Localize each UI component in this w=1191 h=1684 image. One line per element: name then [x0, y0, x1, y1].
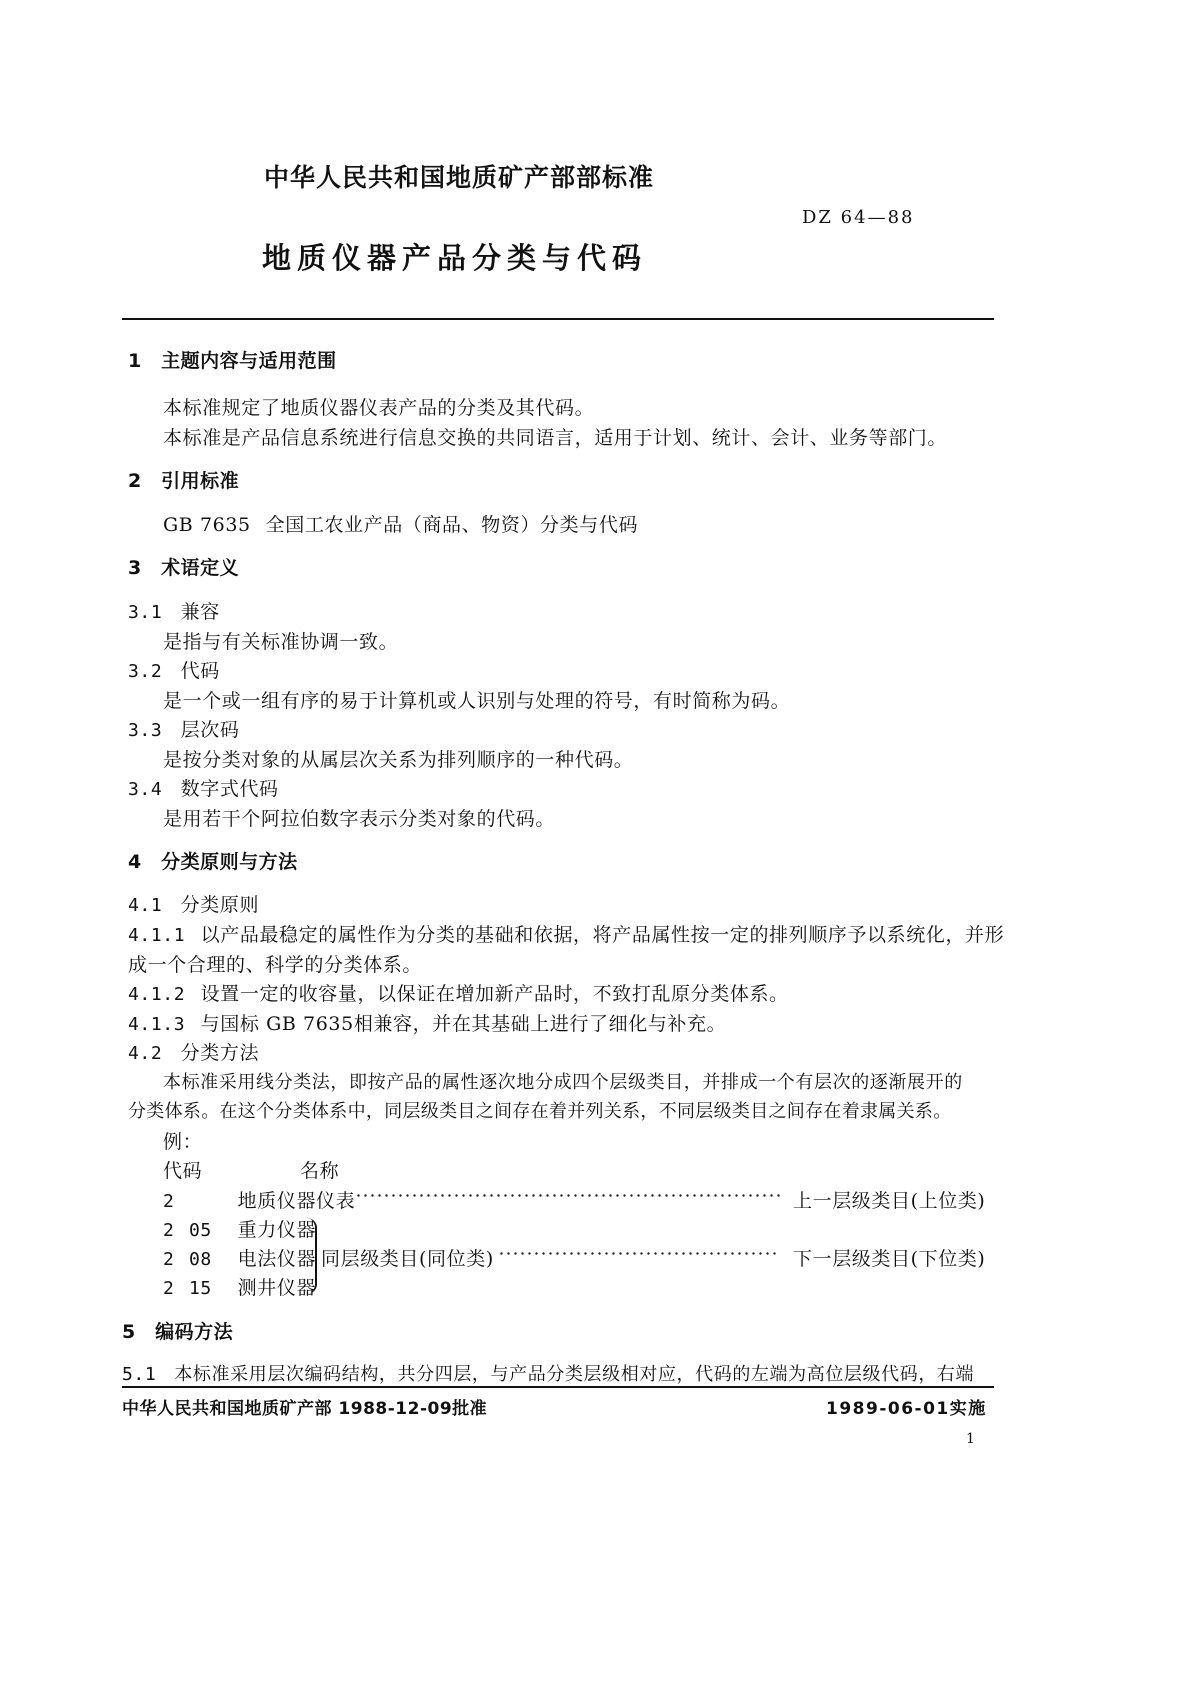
clause-4-2 [128, 1038, 259, 1065]
clause-4-1-1 [128, 920, 1004, 947]
term-3-3-label: 层次码 [180, 719, 240, 741]
clause-4-1-title: 分类原则 [180, 894, 260, 916]
clause-4-1-3 [128, 1009, 726, 1036]
section-3-heading [128, 553, 239, 580]
section-4-number: 4 [128, 851, 142, 873]
row-3-code-1: 2 [163, 1249, 175, 1270]
clause-5-1 [122, 1360, 974, 1386]
clause-5-1-text: 本标准采用层次编码结构，共分四层，与产品分类层级相对应，代码的左端为高位层级代码，右端 [174, 1364, 975, 1385]
term-3-2-number: 3.2 [128, 661, 163, 682]
clause-4-2-line-2: 分类体系。在这个分类体系中，同层级类目之间存在着并列关系，不同层级类目之间存在着隶属关系。 [128, 1101, 952, 1122]
document-title: 地质仪器产品分类与代码 [262, 241, 648, 275]
row-2-code-1: 2 [163, 1220, 175, 1241]
row-1-note: 上一层级类目(上位类) [793, 1190, 986, 1212]
section-5-number: 5 [122, 1321, 136, 1343]
term-3-2 [128, 656, 220, 683]
section-1-number: 1 [128, 350, 142, 372]
row-3-name: 电法仪器 [237, 1248, 317, 1270]
term-3-3-definition: 是按分类对象的从属层次关系为排列顺序的一种代码。 [163, 749, 634, 771]
section-2-title: 引用标准 [161, 470, 240, 492]
approval-line: 中华人民共和国地质矿产部 1988-12-09批准 [122, 1399, 488, 1419]
row-3-code-2: 08 [189, 1249, 212, 1270]
row-1-name: 地质仪器仪表 [237, 1190, 356, 1212]
footer-divider [122, 1386, 994, 1388]
reference-code: GB 7635 [163, 514, 251, 536]
clause-4-1-3-number: 4.1.3 [128, 1014, 186, 1035]
clause-4-1-2-number: 4.1.2 [128, 984, 186, 1005]
section-2-number: 2 [128, 470, 142, 492]
example-row [163, 1273, 316, 1300]
section-1-paragraph-1: 本标准规定了地质仪器仪表产品的分类及其代码。 [163, 397, 595, 419]
header-divider [122, 318, 994, 320]
clause-4-1-1-number: 4.1.1 [128, 925, 186, 946]
term-3-4-label: 数字式代码 [180, 778, 279, 800]
term-3-3 [128, 715, 239, 742]
right-brace [306, 1218, 317, 1294]
clause-4-2-title: 分类方法 [180, 1042, 260, 1064]
term-3-2-label: 代码 [180, 660, 220, 682]
term-3-4-definition: 是用若干个阿拉伯数字表示分类对象的代码。 [163, 808, 556, 830]
clause-4-1-1-text: 以产品最稳定的属性作为分类的基础和依据，将产品属性按一定的排列顺序予以系统化，并形 [200, 924, 1005, 946]
section-4-title: 分类原则与方法 [161, 851, 298, 873]
clause-4-1-number: 4.1 [128, 895, 163, 916]
term-3-1-number: 3.1 [128, 602, 163, 623]
lower-class-note: 下一层级类目(下位类) [793, 1248, 986, 1270]
section-1-heading [128, 346, 337, 373]
clause-4-1-2-text: 设置一定的收容量，以保证在增加新产品时，不致打乱原分类体系。 [200, 983, 789, 1005]
clause-5-1-number: 5.1 [122, 1364, 157, 1385]
section-3-title: 术语定义 [161, 557, 240, 579]
clause-4-1 [128, 890, 259, 917]
term-3-1-definition: 是指与有关标准协调一致。 [163, 631, 399, 653]
section-1-paragraph-2: 本标准是产品信息系统进行信息交换的共同语言，适用于计划、统计、会计、业务等部门。 [163, 427, 948, 449]
term-3-4 [128, 774, 279, 801]
column-header-name: 名称 [300, 1160, 340, 1182]
effective-date: 1989-06-01实施 [826, 1399, 987, 1419]
standard-code: DZ 64—88 [802, 207, 915, 228]
term-3-1-label: 兼容 [180, 601, 220, 623]
reference-standard [163, 510, 638, 537]
page-number: 1 [966, 1431, 975, 1447]
row-4-code-1: 2 [163, 1278, 175, 1299]
example-label: 例： [163, 1131, 203, 1153]
row-1-code-1: 2 [163, 1191, 175, 1212]
section-2-heading [128, 466, 239, 493]
section-5-heading [122, 1317, 233, 1344]
example-row [163, 1244, 316, 1271]
term-3-3-number: 3.3 [128, 720, 163, 741]
column-header-code: 代码 [163, 1160, 203, 1182]
row-2-name: 重力仪器 [237, 1219, 317, 1241]
term-3-2-definition: 是一个或一组有序的易于计算机或人识别与处理的符号，有时简称为码。 [163, 690, 791, 712]
term-3-4-number: 3.4 [128, 779, 163, 800]
clause-4-1-1-continuation: 成一个合理的、科学的分类体系。 [128, 954, 423, 976]
term-3-1 [128, 597, 220, 624]
section-4-heading [128, 847, 298, 874]
row-2-code-2: 05 [189, 1220, 212, 1241]
section-5-title: 编码方法 [155, 1321, 234, 1343]
clause-4-1-3-text: 与国标 GB 7635相兼容，并在其基础上进行了细化与补充。 [200, 1013, 727, 1035]
sibling-leader-dots [498, 1252, 780, 1255]
row-4-name: 测井仪器 [237, 1277, 317, 1299]
sibling-class-label: 同层级类目(同位类) [321, 1248, 494, 1270]
clause-4-2-number: 4.2 [128, 1043, 163, 1064]
org-title: 中华人民共和国地质矿产部部标准 [264, 163, 655, 192]
row-4-code-2: 15 [189, 1278, 212, 1299]
clause-4-2-line-1: 本标准采用线分类法，即按产品的属性逐次地分成四个层级类目，并排成一个有层次的逐渐展开的 [163, 1072, 963, 1093]
section-1-title: 主题内容与适用范围 [161, 350, 337, 372]
clause-4-1-2 [128, 979, 789, 1006]
reference-title: 全国工农业产品（商品、物资）分类与代码 [265, 514, 639, 536]
example-row [163, 1215, 316, 1242]
example-row [163, 1186, 355, 1213]
row-1-leader-dots [355, 1194, 780, 1197]
section-3-number: 3 [128, 557, 142, 579]
